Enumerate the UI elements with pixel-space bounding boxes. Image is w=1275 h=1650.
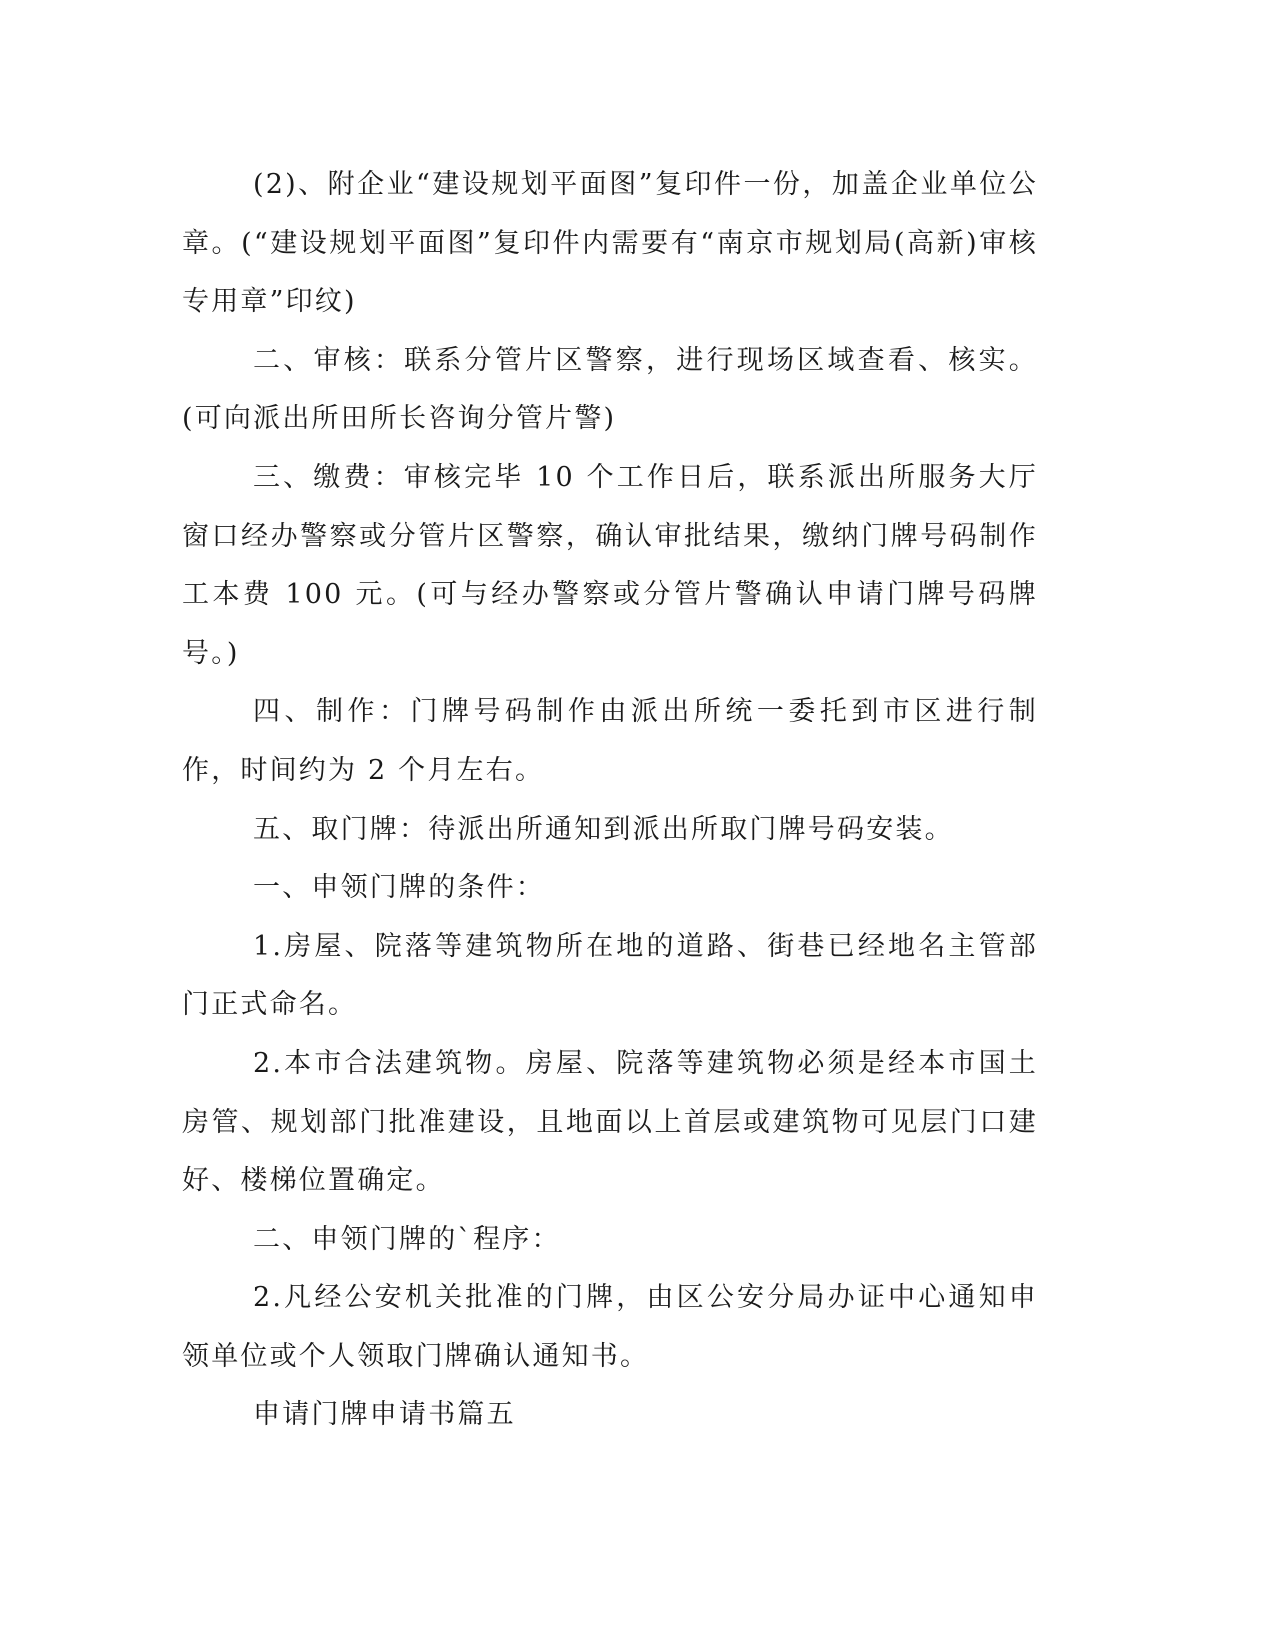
section-title: 申请门牌申请书篇五 <box>253 1399 516 1431</box>
paragraph-pickup: 五、取门牌：待派出所通知到派出所取门牌号码安装。 <box>253 813 954 845</box>
paragraph-attach-plan: (2)、附企业“建设规划平面图”复印件一份，加盖企业单位公章。(“建设规划平面图”复印件内需要有“南京市规划局(高新)审核专用章”印纹) <box>182 169 1038 318</box>
paragraph-production: 四、制作：门牌号码制作由派出所统一委托到市区进行制作，时间约为 2 个月左右。 <box>182 696 1038 786</box>
paragraph-condition-2: 2.本市合法建筑物。房屋、院落等建筑物必须是经本市国土房管、规划部门批准建设，且地面以上首层或建筑物可见层门口建好、楼梯位置确定。 <box>182 1047 1038 1197</box>
document-body <box>182 156 1038 1445</box>
heading-conditions: 一、申领门牌的条件： <box>253 872 545 904</box>
heading-procedure: 二、申领门牌的`程序： <box>253 1223 561 1255</box>
paragraph-procedure-2: 2.凡经公安机关批准的门牌，由区公安分局办证中心通知申领单位或个人领取门牌确认通知书。 <box>182 1282 1038 1372</box>
paragraph-review: 二、审核：联系分管片区警察，进行现场区域查看、核实。(可向派出所田所长咨询分管片警) <box>182 344 1038 435</box>
paragraph-payment: 三、缴费：审核完毕 10 个工作日后，联系派出所服务大厅窗口经办警察或分管片区警察，确认审批结果，缴纳门牌号码制作工本费 100 元。(可与经办警察或分管片警确认申请门牌号码牌号。) <box>182 461 1038 669</box>
paragraph-condition-1: 1.房屋、院落等建筑物所在地的道路、街巷已经地名主管部门正式命名。 <box>182 930 1038 1021</box>
